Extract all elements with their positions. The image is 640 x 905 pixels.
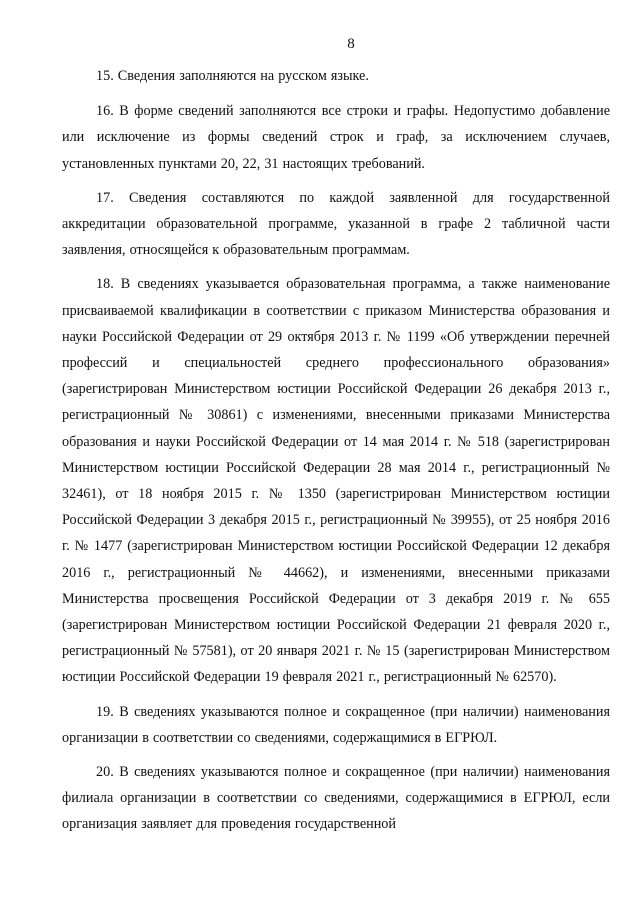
- page-number: 8: [347, 36, 355, 52]
- paragraph-19: 19. В сведениях указываются полное и сокращенное (при наличии) наименования организации в соответствии со сведениями, содержащимися в ЕГРЮЛ.: [62, 703, 610, 746]
- paragraph-15: 15. Сведения заполняются на русском языке.: [96, 68, 369, 84]
- paragraph-17: 17. Сведения составляются по каждой заявленной для государственной аккредитации образовательной программе, указанной в графе 2 табличной части заявления, относящейся к образовательным программам.: [62, 189, 610, 259]
- paragraph-20: 20. В сведениях указываются полное и сокращенное (при наличии) наименования филиала организации в соответствии со сведениями, содержащимися в ЕГРЮЛ, если организация заявляет для проведения государственной: [62, 764, 610, 833]
- paragraph-16: 16. В форме сведений заполняются все строки и графы. Недопустимо добавление или исключение из формы сведений строк и граф, за исключением случаев, установленных пунктами 20, 22, 31 настоящих требований.: [62, 103, 610, 172]
- paragraph-18: 18. В сведениях указывается образовательная программа, а также наименование присваиваемой квалификации в соответствии с приказом Министерства образования и науки Российской Федерации от 29 октября 2013 г. № 1199 «Об утверждении перечней профессий и специальностей среднего профессионального образования» (зарегистрирован Министерством юстиции Российской Федерации 26 декабря 2013 г., регистрационный № 30861) с изменениями, внесенными приказами Министерства образования и науки Российской Федерации от 14 мая 2014 г. № 518 (зарегистрирован Министерством юстиции Российской Федерации 28 мая 2014 г., регистрационный № 32461), от 18 ноября 2015 г. № 1350 (зарегистрирован Министерством юстиции Российской Федерации 3 декабря 2015 г., регистрационный № 39955), от 25 ноября 2016 г. № 1477 (зарегистрирован Министерством юстиции Российской Федерации 12 декабря 2016 г., регистрационный № 44662), и изменениями, внесенными приказами Министерства просвещения Российской Федерации от 3 декабря 2019 г. № 655 (зарегистрирован Министерством юстиции Российской Федерации 21 февраля 2020 г., регистрационный № 57581), от 20 января 2021 г. № 15 (зарегистрирован Министерством юстиции Российской Федерации 19 февраля 2021 г., регистрационный № 62570).: [62, 276, 610, 686]
